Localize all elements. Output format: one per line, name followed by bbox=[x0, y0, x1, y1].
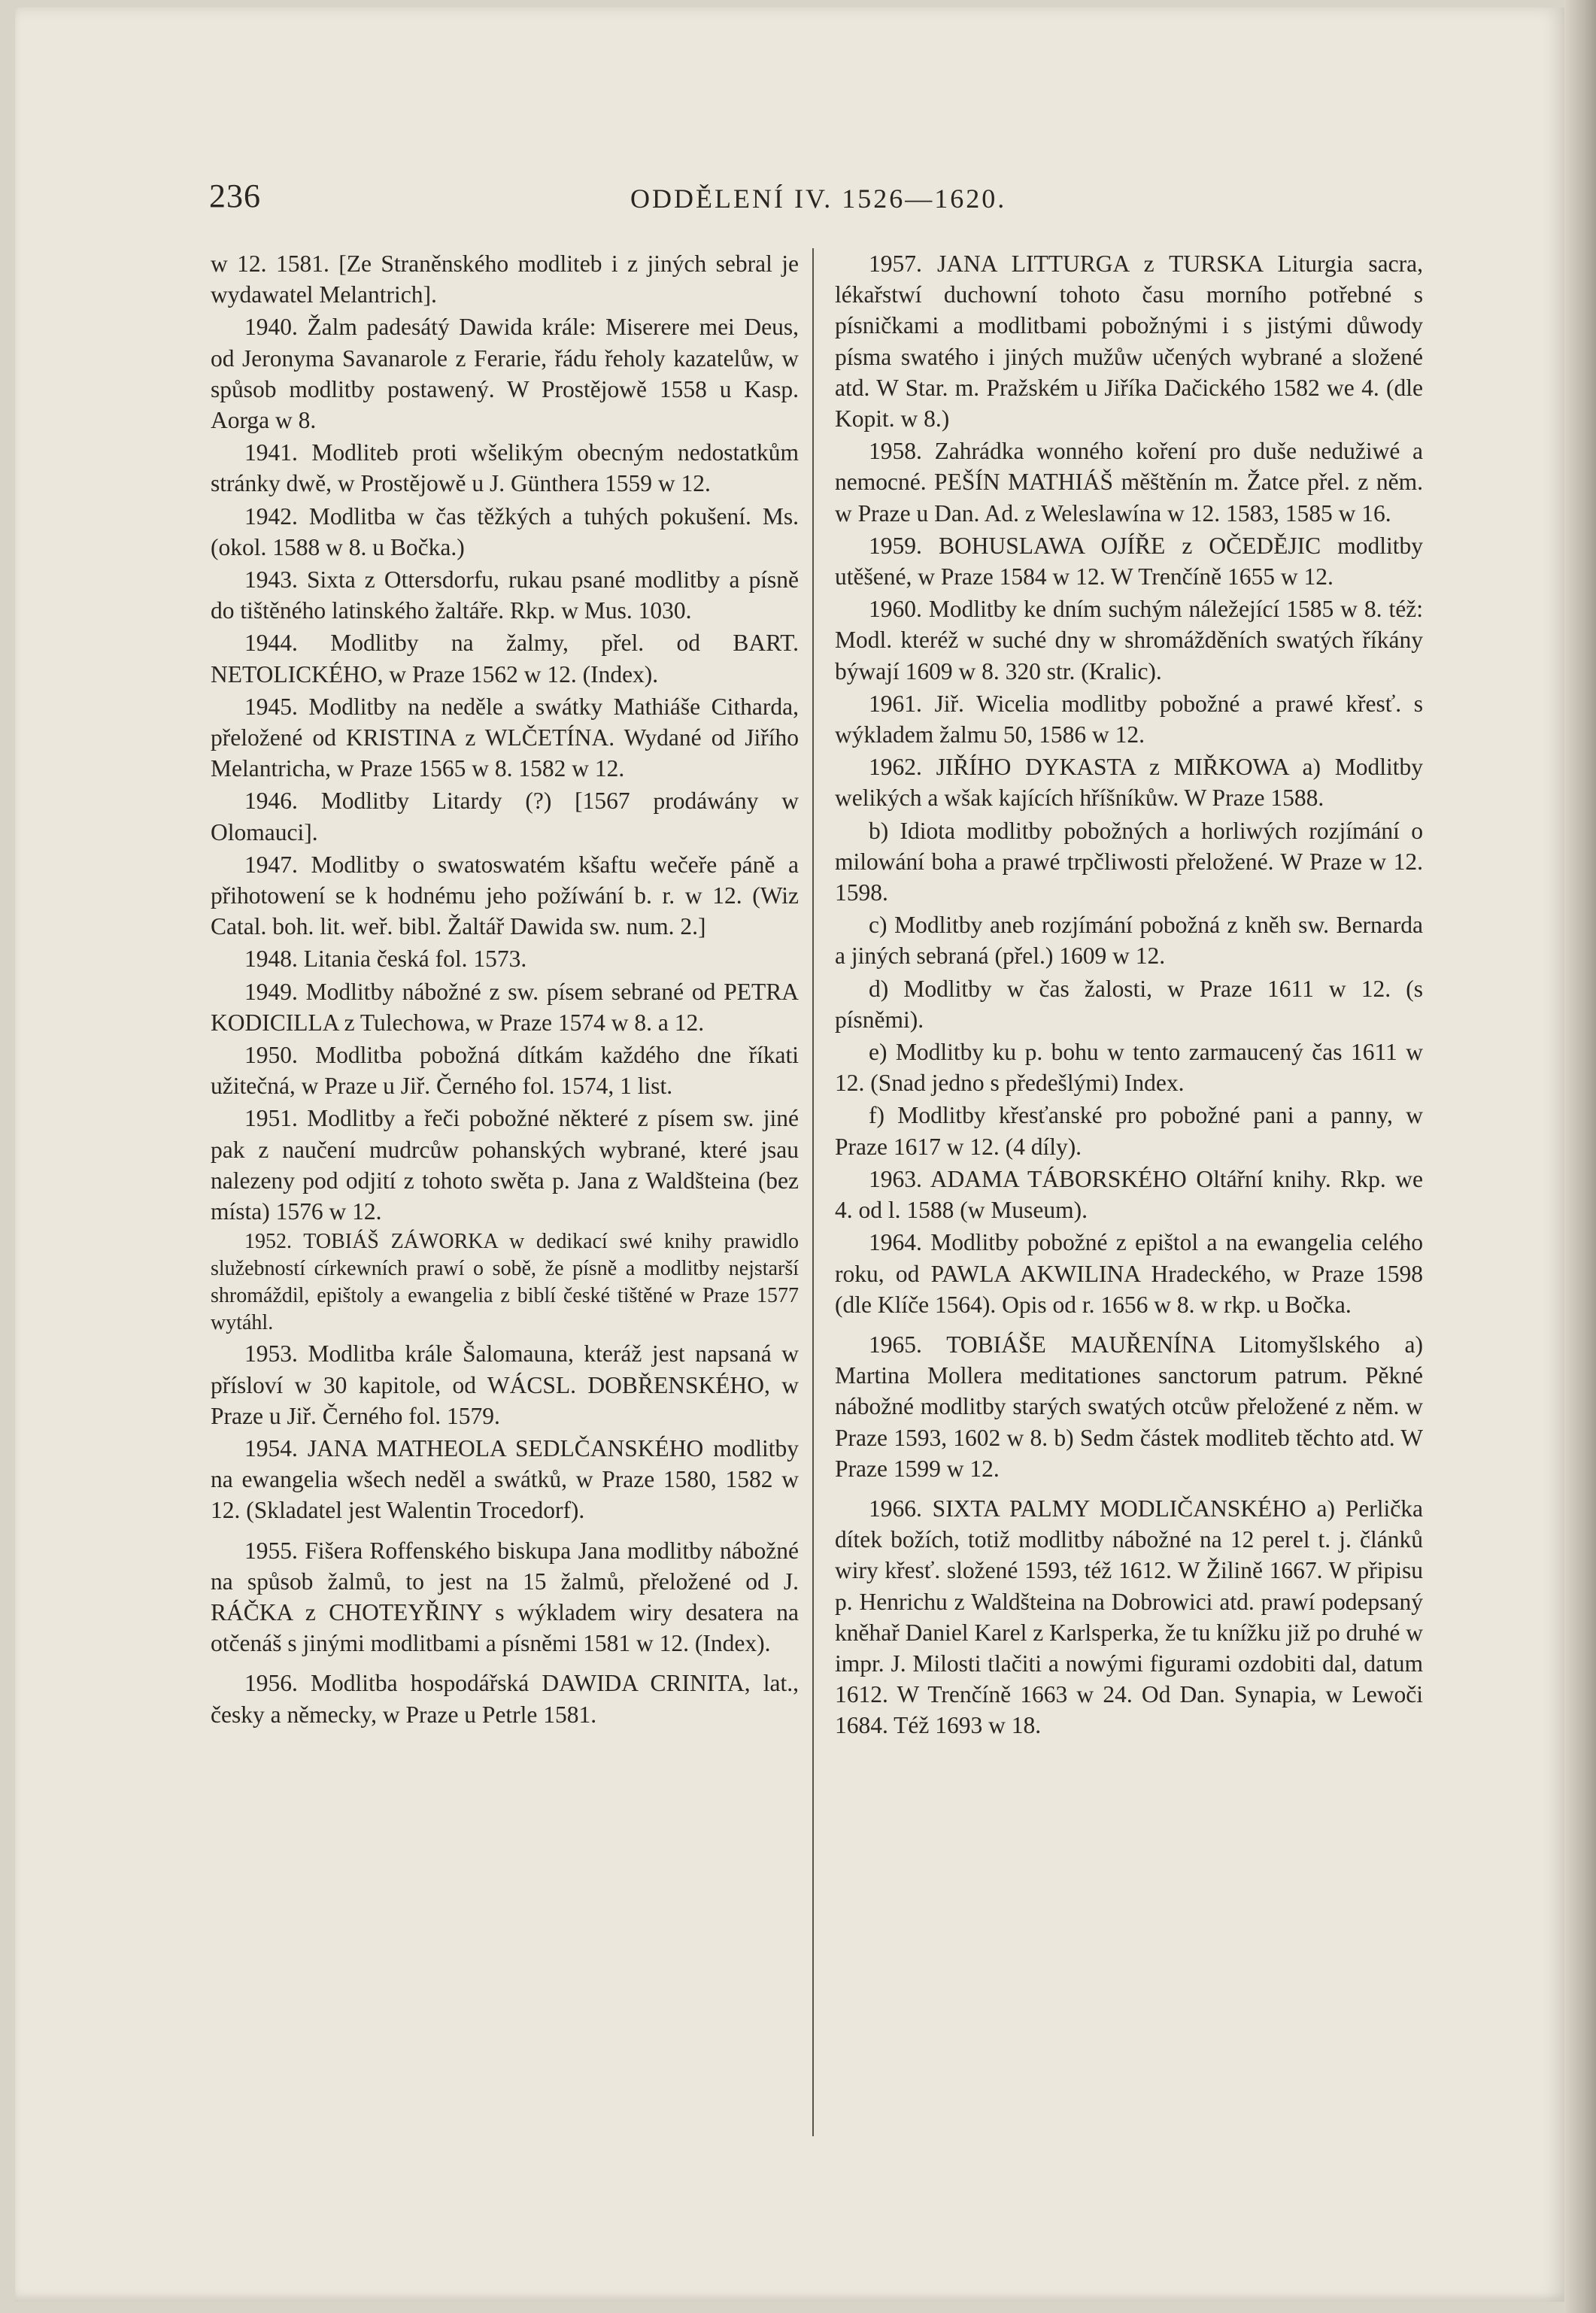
entry-1946: 1946. Modlitby Litardy (?) [1567 prodáwány w Olomauci]. bbox=[211, 788, 799, 845]
entry-1943: 1943. Sixta z Ottersdorfu, rukau psané modlitby a písně do tištěného latinského žaltáře. Rkp. w Mus. 1030. bbox=[211, 566, 799, 624]
entry-1961: 1961. Jiř. Wicelia modlitby pobožné a prawé křesť. s wýkladem žalmu 50, 1586 w 12. bbox=[835, 690, 1423, 748]
entry-1962-f: f) Modlitby křesťanské pro pobožné pani a panny, w Praze 1617 w 12. (4 díly). bbox=[835, 1102, 1423, 1160]
entry-1939-continuation: w 12. 1581. [Ze Straněnského modliteb i z jiných sebral je wydawatel Melantrich]. bbox=[211, 250, 799, 308]
entry-1949: 1949. Modlitby nábožné z sw. písem sebrané od PETRA KODICILLA z Tulechowa, w Praze 1574 w 8. a 12. bbox=[211, 978, 799, 1036]
entry-1952: 1952. TOBIÁŠ ZÁWORKA w dedikací swé knihy prawidlo služebností církewních prawí o sobě, že písně a modlitby nejstarší shromáždil, epištoly a ewangelia z biblí české tištěné w Praze 1577 wytáhl. bbox=[211, 1230, 799, 1335]
entry-1951: 1951. Modlitby a řeči pobožné některé z písem sw. jiné pak z naučení mudrcůw pohanských wybrané, které jsau nalezeny pod odjití z tohoto swěta p. Jana z Waldšteina (bez místa) 1576 w 12. bbox=[211, 1105, 799, 1225]
entry-1958: 1958. Zahrádka wonného koření pro duše nedužiwé a nemocné. PEŠÍN MATHIÁŠ měštěnín m. Žatce přel. z něm. w Praze u Dan. Ad. z Weleslawína w 12. 1583, 1585 w 16. bbox=[835, 438, 1423, 527]
entry-1948: 1948. Litania česká fol. 1573. bbox=[244, 946, 527, 973]
entry-1950: 1950. Modlitba pobožná dítkám každého dne říkati užitečná, w Praze u Jiř. Černého fol. 1574, 1 list. bbox=[211, 1042, 799, 1100]
entry-1960: 1960. Modlitby ke dním suchým náležející 1585 w 8. též: Modl. kteréž w suché dny w shromážděních swatých říkány býwají 1609 w 8. 320 str. (Kralic). bbox=[835, 596, 1423, 684]
left-column bbox=[211, 248, 799, 1732]
running-head: ODDĚLENÍ IV. 1526—1620. bbox=[630, 184, 1007, 214]
entry-1945: 1945. Modlitby na neděle a swátky Mathiáše Citharda, přeložené od KRISTINA z WLČETÍNA. Wydané od Jiřího Melantricha, w Praze 1565 w 8. 1582 w 12. bbox=[211, 693, 799, 782]
entry-1955: 1955. Fišera Roffenského biskupa Jana modlitby nábožné na spůsob žalmů, to jest na 15 žalmů, přeložené od J. RÁČKA z CHOTEYŘINY s wýkladem wiry desatera na otčenáš s jinými modlitbami a písněmi 1581 w 12. (Index). bbox=[211, 1537, 799, 1657]
entry-1942: 1942. Modlitba w čas těžkých a tuhých pokušení. Ms. (okol. 1588 w 8. u Bočka.) bbox=[211, 502, 799, 560]
entry-1962-b: b) Idiota modlitby pobožných a horliwých rozjímání o milowání boha a prawé trpčliwosti přeložené. W Praze w 12. 1598. bbox=[835, 817, 1423, 906]
entry-1963: 1963. ADAMA TÁBORSKÉHO Oltářní knihy. Rkp. we 4. od l. 1588 (w Museum). bbox=[835, 1165, 1423, 1224]
entry-1962-c: c) Modlitby aneb rozjímání pobožná z kněh sw. Bernarda a jiných sebraná (přel.) 1609 w 12. bbox=[835, 912, 1423, 970]
entry-1956: 1956. Modlitba hospodářská DAWIDA CRINITA, lat., česky a německy, w Praze u Petrle 1581. bbox=[211, 1670, 799, 1728]
entry-1954: 1954. JANA MATHEOLA SEDLČANSKÉHO modlitby na ewangelia wšech neděl a swátků, w Praze 1580, 1582 w 12. (Skladatel jest Walentin Trocedorf). bbox=[211, 1434, 799, 1524]
entry-1944: 1944. Modlitby na žalmy, přel. od BART. NETOLICKÉHO, w Praze 1562 w 12. (Index). bbox=[211, 630, 799, 688]
entry-1959: 1959. BOHUSLAWA OJÍŘE z OČEDĚJIC modlitby utěšené, w Praze 1584 w 12. W Trenčíně 1655 w 12. bbox=[835, 532, 1423, 590]
entry-1953: 1953. Modlitba krále Šalomauna, kteráž jest napsaná w přísloví w 30 kapitole, od WÁCSL. DOBŘENSKÉHO, w Praze u Jiř. Černého fol. 1579. bbox=[211, 1340, 799, 1429]
entry-1964: 1964. Modlitby pobožné z epištol a na ewangelia celého roku, od PAWLA AKWILINA Hradeckého, w Praze 1598 (dle Klíče 1564). Opis od r. 1656 w 8. w rkp. u Bočka. bbox=[835, 1229, 1423, 1318]
page-edge-shadow bbox=[1566, 0, 1596, 2313]
entry-1940: 1940. Žalm padesátý Dawida krále: Miserere mei Deus, od Jeronyma Savanarole z Ferarie, řádu řeholy kazatelůw, w spůsob modlitby postawený. W Prostějowě 1558 u Kasp. Aorga w 8. bbox=[211, 314, 799, 434]
page-header bbox=[209, 177, 1443, 222]
entry-1957: 1957. JANA LITTURGA z TURSKA Liturgia sacra, lékařstwí duchowní tohoto času morního potřebné s písničkami a modlitbami pobožnými i s jistými důwody písma swatého i jiných mužůw učených wybrané a složené atd. W Star. m. Pražském u Jiříka Dačického 1582 we 4. (dle Kopit. w 8.) bbox=[835, 250, 1423, 433]
entry-1962-d: d) Modlitby w čas žalosti, w Praze 1611 w 12. (s písněmi). bbox=[835, 975, 1423, 1033]
right-column bbox=[835, 248, 1423, 1743]
entry-1941: 1941. Modliteb proti wšelikým obecným nedostatkům stránky dwě, w Prostějowě u J. Günthera 1559 w 12. bbox=[211, 439, 799, 497]
entry-1965: 1965. TOBIÁŠE MAUŘENÍNA Litomyšlského a) Martina Mollera meditationes sanctorum patrum. Pěkné nábožné modlitby starých swatých otcůw přeložené z něm. w Praze 1593, 1602 w 8. b) Sedm částek modliteb těchto atd. W Praze 1599 w 12. bbox=[835, 1331, 1423, 1482]
column-divider bbox=[812, 248, 814, 2136]
entry-1962-e: e) Modlitby ku p. bohu w tento zarmaucený čas 1611 w 12. (Snad jedno s předešlými) Index. bbox=[835, 1039, 1423, 1097]
entry-1962: 1962. JIŘÍHO DYKASTA z MIŘKOWA a) Modlitby welikých a wšak kajících hříšníkůw. W Praze 1588. bbox=[835, 754, 1423, 812]
entry-1947: 1947. Modlitby o swatoswatém kšaftu wečeře páně a přihotowení se k hodnému jeho požíwání b. r. w 12. (Wiz Catal. boh. lit. weř. bibl. Žaltář Dawida sw. num. 2.] bbox=[211, 851, 799, 940]
entry-1966: 1966. SIXTA PALMY MODLIČANSKÉHO a) Perlička dítek božích, totiž modlitby nábožné na 12 perel t. j. článků wiry křesť. složené 1593, též 1612. W Žilině 1667. W připisu p. Henrichu z Waldšteina na Dobrowici atd. prawí podepsaný kněhař Daniel Karel z Karlsperka, že tu knížku již po druhé w impr. J. Milosti tlačiti a nowými figurami ozdobiti dal, datum 1612. W Trenčíně 1663 w 24. Od Dan. Synapia, w Lewoči 1684. Též 1693 w 18. bbox=[835, 1495, 1423, 1739]
page-number: 236 bbox=[209, 178, 261, 214]
